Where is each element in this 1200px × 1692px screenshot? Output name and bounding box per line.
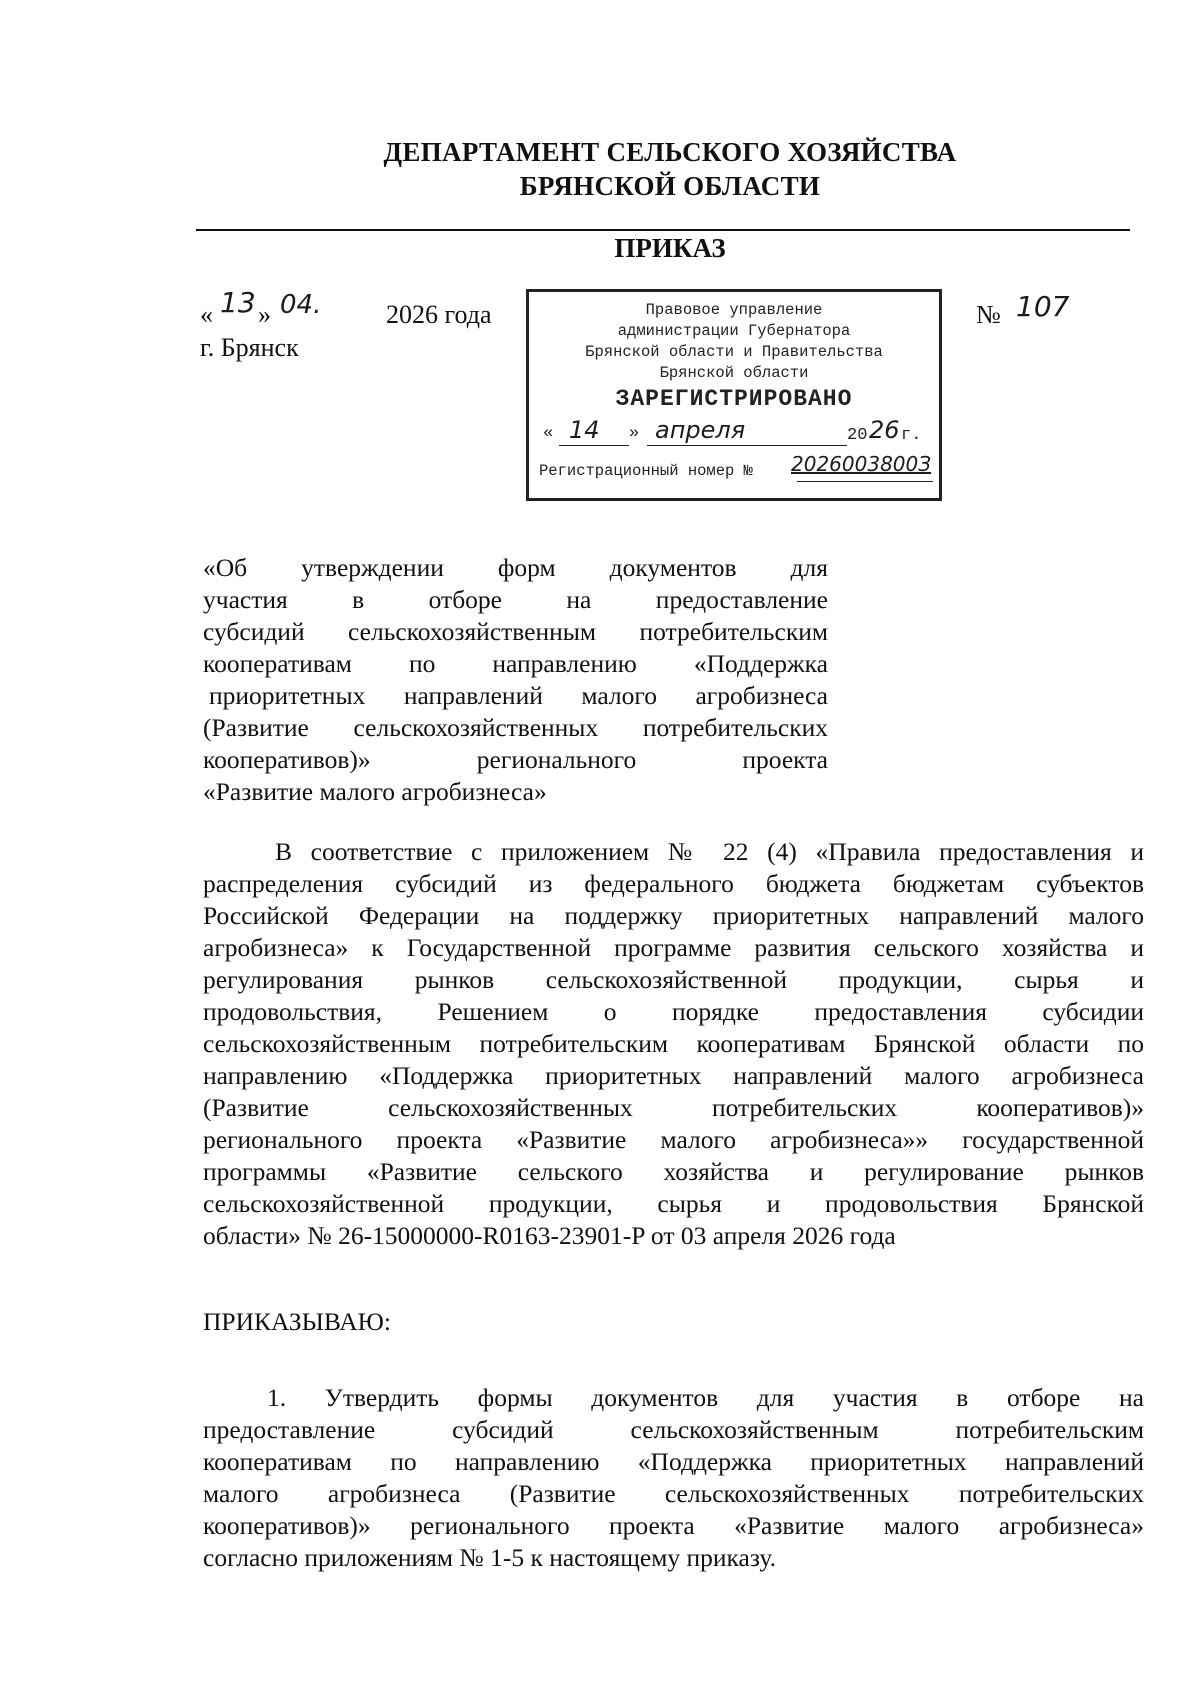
- stamp-date-year-prefix: 20: [847, 426, 868, 445]
- header-divider: [196, 229, 1130, 231]
- department-name-line2: БРЯНСКОЙ ОБЛАСТИ: [519, 171, 821, 201]
- subject-line: кооперативам по направлению «Поддержка: [203, 649, 828, 678]
- date-year: 2026 года: [386, 300, 492, 329]
- subject-line: приоритетных направлений малого агробизнеса: [209, 681, 828, 710]
- subject-line: субсидий сельскохозяйственным потребительским: [203, 617, 828, 646]
- city: г. Брянск: [200, 333, 299, 362]
- preamble-line: регулирования рынков сельскохозяйственной продукции, сырья и: [203, 965, 1144, 994]
- department-name-line1: ДЕПАРТАМЕНТ СЕЛЬСКОГО ХОЗЯЙСТВА: [383, 137, 957, 167]
- decree-item-1: [203, 1382, 1144, 1574]
- stamp-reg-row: [529, 450, 939, 486]
- subject-line: участия в отборе на предоставление: [203, 585, 828, 614]
- preamble-line: области» № 26-15000000-R0163-23901-P от 03 апреля 2026 года: [203, 1221, 896, 1250]
- preamble-line: направлению «Поддержка приоритетных направлений малого агробизнеса: [203, 1061, 1144, 1090]
- preamble-line: агробизнеса» к Государственной программе развития сельского хозяйства и: [203, 933, 1144, 962]
- decree-word: ПРИКАЗЫВАЮ:: [203, 1307, 391, 1336]
- stamp-reg-number: 2026003800З: [791, 452, 932, 476]
- date-open-quote: «: [200, 300, 213, 329]
- stamp-status: ЗАРЕГИСТРИРОВАНО: [615, 386, 853, 412]
- date-month-handwritten: 04.: [280, 290, 322, 320]
- date-day-handwritten: 13: [220, 286, 256, 319]
- item1-line: малого агробизнеса (Развитие сельскохозяйственных потребительских: [203, 1479, 1144, 1508]
- stamp-date-mid-quote: »: [629, 424, 640, 443]
- preamble-paragraph: [203, 836, 1144, 1252]
- number-label: №: [976, 300, 1001, 329]
- subject-line: кооперативов)» регионального проекта: [203, 745, 828, 774]
- date-close-quote: »: [258, 300, 271, 329]
- stamp-line3: Брянской области и Правительства: [585, 343, 883, 361]
- item1-line: 1. Утвердить формы документов для участия в отборе на: [267, 1383, 1144, 1412]
- order-number-handwritten: 107: [1016, 290, 1070, 323]
- stamp-date-day: 14: [569, 416, 600, 444]
- preamble-line: сельскохозяйственным потребительским кооперативам Брянской области по: [203, 1029, 1144, 1058]
- stamp-date-row: [529, 412, 939, 450]
- item1-line: согласно приложениям № 1-5 к настоящему приказу.: [203, 1543, 776, 1572]
- preamble-line: продовольствия, Решением о порядке предоставления субсидии: [203, 997, 1144, 1026]
- subject-line: «Развитие малого агробизнеса»: [203, 777, 547, 806]
- preamble-line: программы «Развитие сельского хозяйства и регулирование рынков: [203, 1157, 1144, 1186]
- stamp-date-year: 26: [869, 416, 900, 444]
- subject-line: (Развитие сельскохозяйственных потребительских: [203, 713, 828, 742]
- stamp-line2: администрации Губернатора: [617, 322, 851, 340]
- stamp-date-month: апреля: [655, 416, 746, 444]
- preamble-line: (Развитие сельскохозяйственных потребительских кооперативов)»: [203, 1093, 1144, 1122]
- item1-line: кооперативов)» регионального проекта «Развитие малого агробизнеса»: [203, 1511, 1144, 1540]
- stamp-month-underline: [647, 445, 847, 446]
- preamble-line: распределения субсидий из федерального бюджета бюджетам субъектов: [203, 869, 1144, 898]
- subject-line: «Об утверждении форм документов для: [203, 553, 828, 582]
- stamp-date-suffix: г.: [901, 426, 922, 445]
- order-title: ПРИКАЗ: [614, 233, 726, 263]
- order-subject: [203, 552, 828, 808]
- registration-stamp: [526, 289, 942, 501]
- preamble-line: сельскохозяйственной продукции, сырья и продовольствия Брянской: [203, 1189, 1144, 1218]
- item1-line: кооперативам по направлению «Поддержка приоритетных направлений: [203, 1447, 1144, 1476]
- stamp-line1: Правовое управление: [645, 301, 823, 319]
- preamble-line: В соответствие с приложением № 22 (4) «Правила предоставления и: [275, 837, 1144, 866]
- item1-line: предоставление субсидий сельскохозяйственным потребительским: [203, 1415, 1144, 1444]
- preamble-line: Российской Федерации на поддержку приоритетных направлений малого: [203, 901, 1144, 930]
- stamp-reg-label: Регистрационный номер №: [539, 462, 753, 480]
- preamble-line: регионального проекта «Развитие малого агробизнеса»» государственной: [203, 1125, 1144, 1154]
- stamp-line4: Брянской области: [659, 364, 809, 382]
- stamp-day-underline: [559, 445, 629, 446]
- stamp-reg-underline: [797, 481, 933, 482]
- stamp-date-open-quote: «: [543, 424, 554, 443]
